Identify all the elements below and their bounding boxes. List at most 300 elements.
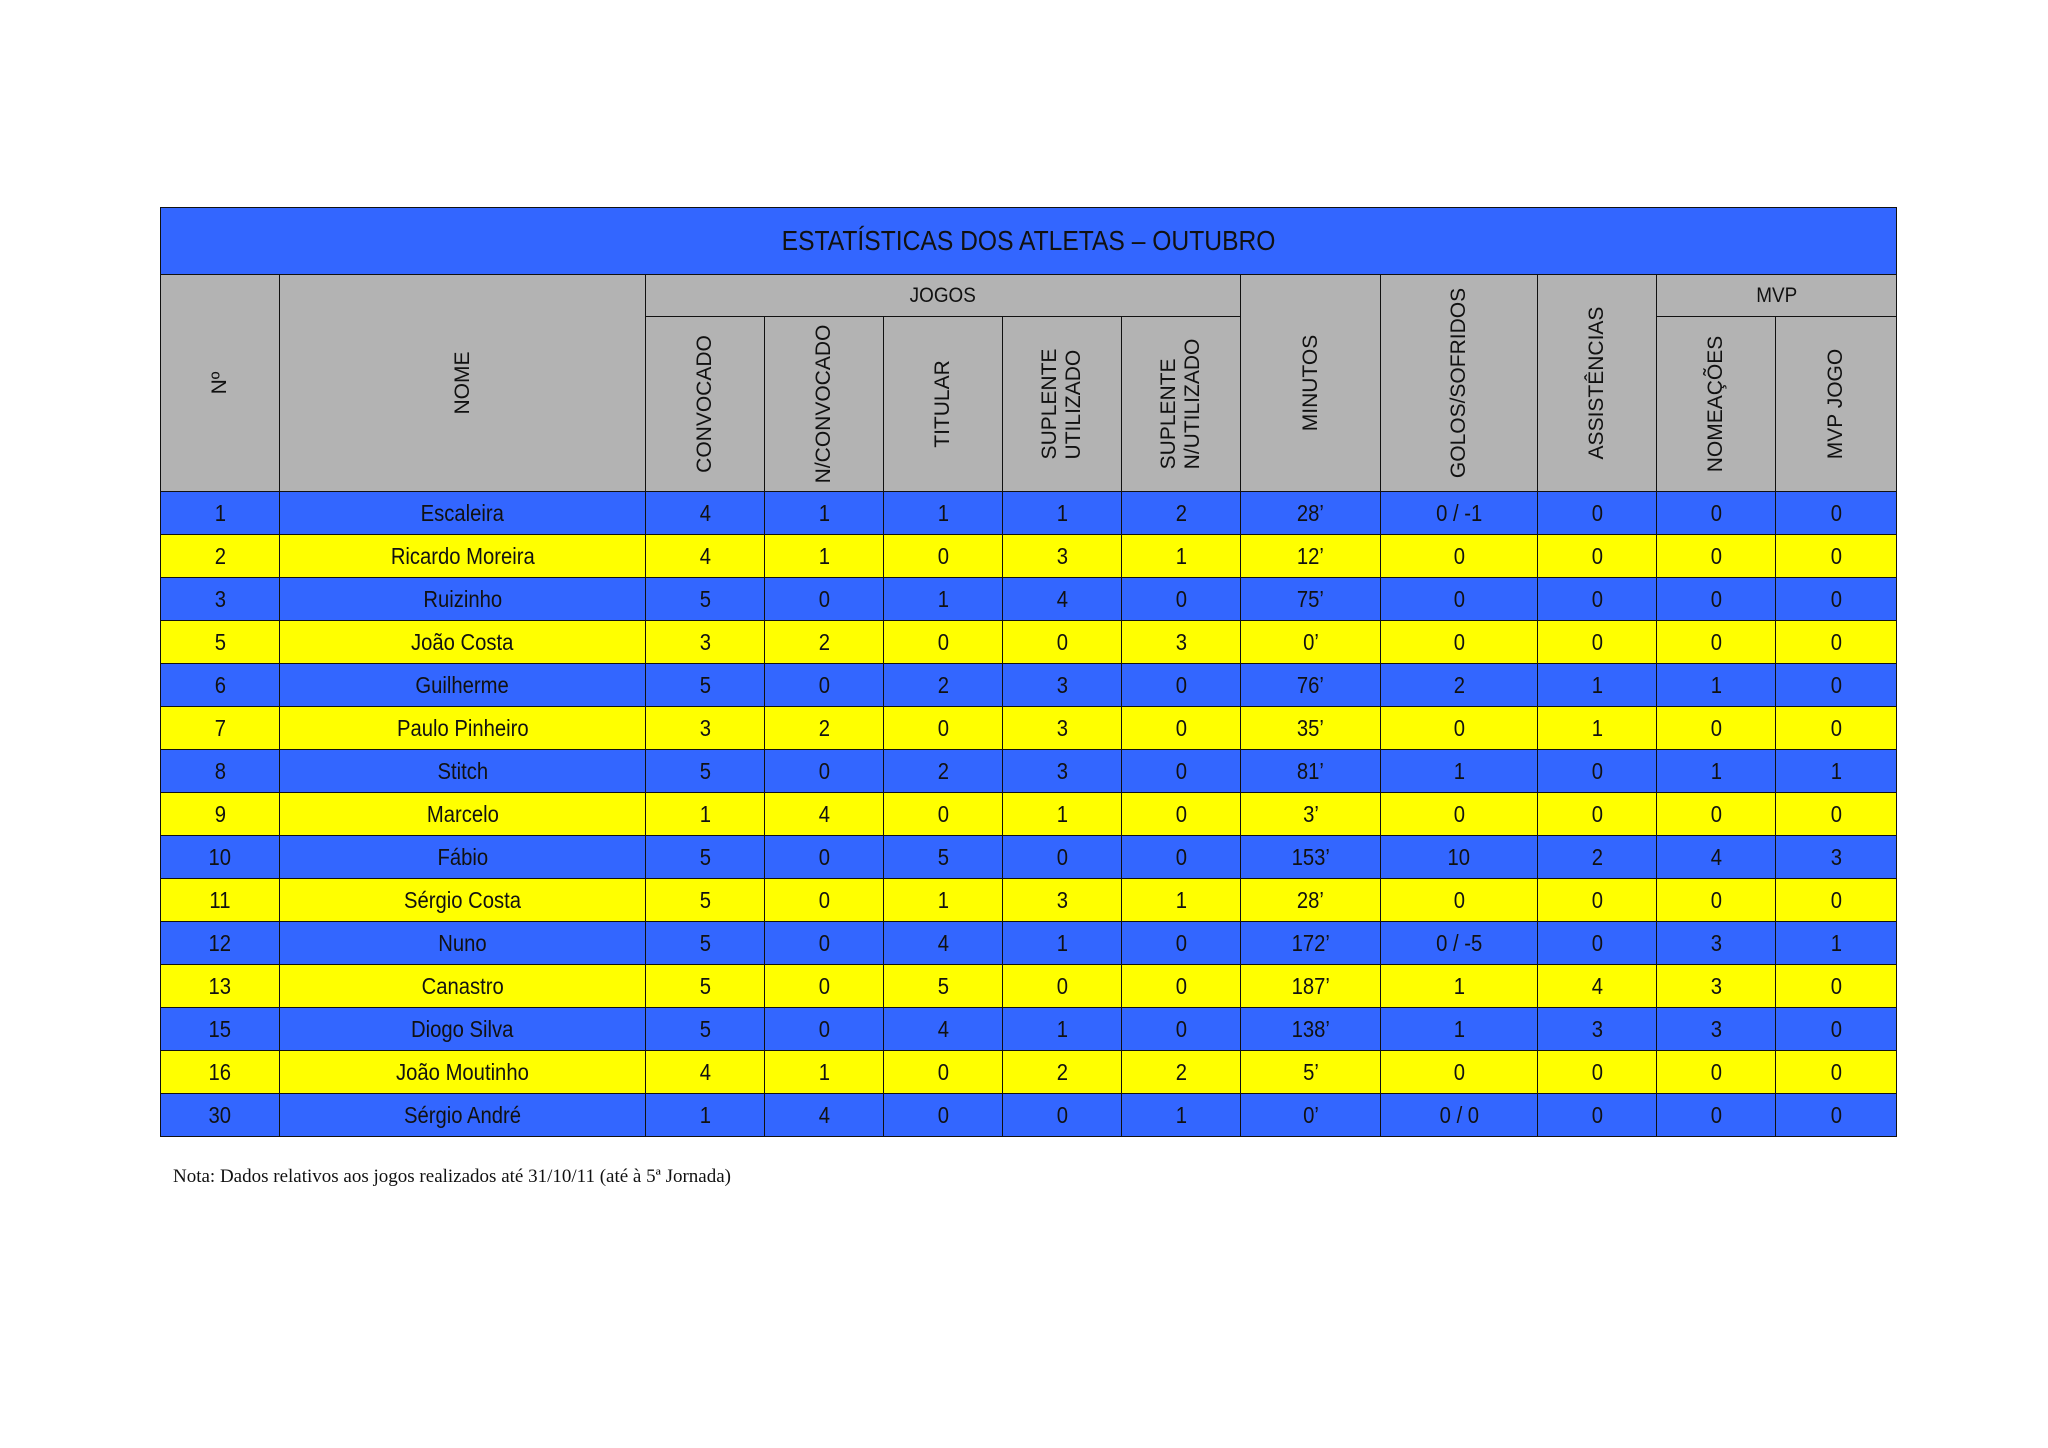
header-nome-label: NOME [450, 351, 474, 415]
header-nome [280, 275, 646, 492]
cell-nconvocado-value: 0 [818, 843, 830, 870]
cell-nome-value: Canastro [421, 972, 504, 999]
cell-sup-nutil [1122, 965, 1241, 1008]
cell-titular [884, 750, 1003, 793]
cell-minutos [1241, 578, 1381, 621]
cell-assist [1538, 879, 1657, 922]
cell-nome [280, 1051, 646, 1094]
cell-minutos [1241, 750, 1381, 793]
cell-num [161, 492, 280, 535]
cell-nomeacoes [1657, 965, 1776, 1008]
cell-convocado-value: 5 [699, 671, 711, 698]
cell-sup-util [1003, 707, 1122, 750]
cell-nomeacoes [1657, 707, 1776, 750]
cell-nconvocado [765, 793, 884, 836]
cell-num-value: 2 [214, 542, 226, 569]
cell-convocado [646, 836, 765, 879]
table-title-text: ESTATÍSTICAS DOS ATLETAS – OUTUBRO [781, 225, 1276, 256]
table-row [161, 664, 1897, 707]
cell-convocado-value: 1 [699, 1101, 711, 1128]
cell-minutos-value: 3’ [1302, 800, 1319, 827]
cell-golos [1381, 965, 1538, 1008]
cell-sup-nutil-value: 0 [1175, 800, 1187, 827]
cell-num-value: 15 [208, 1015, 232, 1042]
header-nomeacoes [1657, 317, 1776, 492]
cell-num [161, 836, 280, 879]
cell-sup-util-value: 0 [1056, 843, 1068, 870]
cell-titular [884, 879, 1003, 922]
cell-sup-util-value: 3 [1056, 757, 1068, 784]
cell-num [161, 1094, 280, 1137]
header-nomeacoes-label: NOMEAÇÕES [1704, 335, 1727, 473]
header-convocado-label: CONVOCADO [693, 335, 716, 473]
cell-sup-util [1003, 1094, 1122, 1137]
cell-minutos [1241, 836, 1381, 879]
cell-nconvocado [765, 621, 884, 664]
cell-nome-value: Ruizinho [423, 585, 502, 612]
cell-nomeacoes-value: 3 [1710, 972, 1722, 999]
cell-titular [884, 492, 1003, 535]
cell-golos-value: 1 [1453, 757, 1465, 784]
cell-nomeacoes-value: 1 [1710, 671, 1722, 698]
cell-num-value: 6 [214, 671, 226, 698]
cell-assist-value: 1 [1591, 671, 1603, 698]
cell-nome-value: Diogo Silva [411, 1015, 514, 1042]
cell-num [161, 879, 280, 922]
cell-golos-value: 0 / -1 [1435, 499, 1483, 526]
header-group-mvp-label: MVP [1756, 283, 1797, 307]
cell-titular-value: 0 [937, 542, 949, 569]
header-suplente-nutilizado-label: SUPLENTE N/UTILIZADO [1157, 338, 1204, 470]
cell-minutos [1241, 1008, 1381, 1051]
cell-nconvocado [765, 492, 884, 535]
cell-nome [280, 836, 646, 879]
cell-nomeacoes-value: 0 [1710, 499, 1722, 526]
cell-convocado [646, 492, 765, 535]
cell-nconvocado [765, 1094, 884, 1137]
cell-nconvocado [765, 836, 884, 879]
cell-sup-nutil [1122, 922, 1241, 965]
cell-titular [884, 707, 1003, 750]
cell-minutos [1241, 621, 1381, 664]
cell-nome [280, 621, 646, 664]
cell-nomeacoes [1657, 1008, 1776, 1051]
cell-nconvocado [765, 1051, 884, 1094]
cell-nome [280, 492, 646, 535]
cell-mvp-jogo-value: 1 [1830, 929, 1842, 956]
cell-num-value: 7 [214, 714, 226, 741]
cell-mvp-jogo-value: 0 [1830, 1101, 1842, 1128]
cell-nomeacoes [1657, 750, 1776, 793]
cell-sup-util-value: 2 [1056, 1058, 1068, 1085]
cell-sup-util [1003, 879, 1122, 922]
cell-sup-util [1003, 965, 1122, 1008]
cell-mvp-jogo [1776, 750, 1897, 793]
cell-num [161, 1051, 280, 1094]
cell-nome [280, 879, 646, 922]
cell-convocado-value: 5 [699, 972, 711, 999]
cell-minutos [1241, 879, 1381, 922]
cell-assist [1538, 922, 1657, 965]
cell-minutos [1241, 1051, 1381, 1094]
cell-sup-util-value: 3 [1056, 714, 1068, 741]
cell-golos [1381, 492, 1538, 535]
table-row [161, 1008, 1897, 1051]
cell-minutos [1241, 922, 1381, 965]
cell-sup-nutil [1122, 664, 1241, 707]
cell-nconvocado-value: 2 [818, 714, 830, 741]
cell-nome [280, 1008, 646, 1051]
cell-assist [1538, 1094, 1657, 1137]
cell-convocado [646, 965, 765, 1008]
cell-minutos-value: 0’ [1302, 1101, 1319, 1128]
table-row [161, 922, 1897, 965]
cell-titular-value: 1 [937, 585, 949, 612]
cell-nome [280, 535, 646, 578]
cell-sup-nutil-value: 2 [1175, 1058, 1187, 1085]
table-row [161, 578, 1897, 621]
header-minutos-label: MINUTOS [1298, 334, 1322, 432]
cell-nome [280, 578, 646, 621]
cell-assist-value: 2 [1591, 843, 1603, 870]
cell-titular [884, 535, 1003, 578]
cell-nome-value: João Costa [411, 628, 514, 655]
cell-mvp-jogo-value: 0 [1830, 972, 1842, 999]
cell-titular [884, 578, 1003, 621]
cell-nomeacoes [1657, 535, 1776, 578]
cell-convocado [646, 879, 765, 922]
cell-assist [1538, 535, 1657, 578]
cell-nconvocado-value: 1 [818, 499, 830, 526]
cell-mvp-jogo [1776, 1008, 1897, 1051]
cell-convocado [646, 535, 765, 578]
cell-nomeacoes-value: 0 [1710, 1101, 1722, 1128]
cell-convocado [646, 707, 765, 750]
cell-convocado-value: 4 [699, 499, 711, 526]
cell-sup-nutil [1122, 1094, 1241, 1137]
cell-assist-value: 0 [1591, 585, 1603, 612]
header-convocado [646, 317, 765, 492]
cell-mvp-jogo [1776, 922, 1897, 965]
cell-sup-nutil-value: 0 [1175, 972, 1187, 999]
cell-num [161, 922, 280, 965]
cell-nomeacoes-value: 1 [1710, 757, 1722, 784]
cell-convocado-value: 3 [699, 714, 711, 741]
cell-nconvocado-value: 1 [818, 542, 830, 569]
cell-nomeacoes [1657, 621, 1776, 664]
cell-sup-nutil-value: 0 [1175, 843, 1187, 870]
cell-assist [1538, 707, 1657, 750]
header-minutos [1241, 275, 1381, 492]
cell-num-value: 30 [208, 1101, 232, 1128]
cell-sup-nutil-value: 1 [1175, 542, 1187, 569]
cell-convocado [646, 578, 765, 621]
cell-mvp-jogo [1776, 621, 1897, 664]
cell-nomeacoes-value: 0 [1710, 886, 1722, 913]
cell-sup-nutil-value: 1 [1175, 1101, 1187, 1128]
cell-mvp-jogo [1776, 707, 1897, 750]
cell-sup-util [1003, 750, 1122, 793]
cell-convocado-value: 5 [699, 1015, 711, 1042]
cell-golos-value: 0 / -5 [1435, 929, 1483, 956]
cell-nconvocado-value: 0 [818, 757, 830, 784]
cell-assist-value: 0 [1591, 1058, 1603, 1085]
cell-sup-util-value: 1 [1056, 800, 1068, 827]
cell-convocado-value: 4 [699, 1058, 711, 1085]
cell-nconvocado [765, 664, 884, 707]
cell-nomeacoes-value: 4 [1710, 843, 1722, 870]
cell-mvp-jogo [1776, 965, 1897, 1008]
cell-convocado [646, 750, 765, 793]
cell-mvp-jogo-value: 0 [1830, 714, 1842, 741]
cell-nome-value: Sérgio André [403, 1101, 522, 1128]
cell-titular [884, 1094, 1003, 1137]
cell-titular [884, 1051, 1003, 1094]
cell-golos-value: 0 [1453, 628, 1465, 655]
athlete-stats-table [160, 207, 1897, 1137]
cell-sup-nutil-value: 1 [1175, 886, 1187, 913]
cell-nomeacoes [1657, 492, 1776, 535]
cell-nome [280, 664, 646, 707]
cell-assist [1538, 1008, 1657, 1051]
cell-assist [1538, 793, 1657, 836]
header-golos-label: GOLOS/SOFRIDOS [1447, 287, 1470, 479]
cell-mvp-jogo [1776, 535, 1897, 578]
cell-nconvocado-value: 4 [818, 1101, 830, 1128]
cell-titular [884, 965, 1003, 1008]
cell-minutos [1241, 664, 1381, 707]
cell-mvp-jogo-value: 0 [1830, 1015, 1842, 1042]
cell-nomeacoes-value: 0 [1710, 1058, 1722, 1085]
cell-minutos-value: 153’ [1291, 843, 1330, 870]
cell-num-value: 13 [208, 972, 232, 999]
cell-nconvocado [765, 1008, 884, 1051]
cell-minutos-value: 76’ [1296, 671, 1325, 698]
cell-sup-nutil [1122, 836, 1241, 879]
cell-mvp-jogo [1776, 578, 1897, 621]
cell-titular-value: 2 [937, 671, 949, 698]
cell-nome-value: Sérgio Costa [403, 886, 522, 913]
cell-minutos [1241, 793, 1381, 836]
cell-sup-nutil-value: 0 [1175, 1015, 1187, 1042]
cell-num [161, 707, 280, 750]
cell-golos-value: 0 [1453, 714, 1465, 741]
table-row [161, 836, 1897, 879]
cell-convocado [646, 1094, 765, 1137]
header-assistencias-label: ASSISTÊNCIAS [1585, 306, 1608, 460]
cell-minutos-value: 28’ [1296, 886, 1325, 913]
cell-titular [884, 664, 1003, 707]
cell-titular-value: 4 [937, 929, 949, 956]
cell-nconvocado-value: 0 [818, 585, 830, 612]
cell-num-value: 3 [214, 585, 226, 612]
cell-sup-nutil [1122, 879, 1241, 922]
cell-convocado-value: 5 [699, 886, 711, 913]
cell-num [161, 750, 280, 793]
cell-num-value: 11 [209, 886, 231, 913]
cell-nome [280, 793, 646, 836]
cell-sup-nutil-value: 0 [1175, 585, 1187, 612]
cell-titular-value: 5 [937, 972, 949, 999]
header-suplente-utilizado-label: SUPLENTE UTILIZADO [1038, 348, 1085, 460]
cell-nomeacoes-value: 0 [1710, 714, 1722, 741]
cell-titular-value: 0 [937, 800, 949, 827]
cell-assist-value: 0 [1591, 800, 1603, 827]
cell-nconvocado [765, 750, 884, 793]
cell-mvp-jogo [1776, 664, 1897, 707]
cell-minutos-value: 172’ [1291, 929, 1330, 956]
cell-nconvocado-value: 2 [818, 628, 830, 655]
header-group-jogos-label: JOGOS [909, 283, 977, 307]
cell-golos [1381, 707, 1538, 750]
cell-mvp-jogo-value: 0 [1830, 628, 1842, 655]
header-mvp-jogo-label: MVP JOGO [1824, 348, 1847, 460]
cell-sup-util-value: 4 [1056, 585, 1068, 612]
table-row [161, 750, 1897, 793]
cell-golos [1381, 1051, 1538, 1094]
cell-assist-value: 3 [1591, 1015, 1603, 1042]
cell-sup-nutil-value: 0 [1175, 929, 1187, 956]
cell-minutos-value: 12’ [1296, 542, 1325, 569]
cell-assist-value: 0 [1591, 929, 1603, 956]
cell-sup-util [1003, 793, 1122, 836]
cell-sup-util [1003, 1051, 1122, 1094]
cell-titular-value: 2 [937, 757, 949, 784]
cell-sup-util-value: 1 [1056, 1015, 1068, 1042]
cell-convocado-value: 4 [699, 542, 711, 569]
cell-sup-util-value: 3 [1056, 542, 1068, 569]
cell-nomeacoes [1657, 836, 1776, 879]
cell-nconvocado-value: 0 [818, 929, 830, 956]
cell-nconvocado [765, 922, 884, 965]
cell-sup-nutil [1122, 578, 1241, 621]
header-group-jogos [646, 275, 1241, 317]
cell-num [161, 1008, 280, 1051]
cell-nome-value: Guilherme [415, 671, 510, 698]
cell-sup-util-value: 0 [1056, 628, 1068, 655]
cell-nconvocado [765, 707, 884, 750]
cell-mvp-jogo-value: 0 [1830, 1058, 1842, 1085]
cell-assist-value: 0 [1591, 499, 1603, 526]
cell-nomeacoes [1657, 793, 1776, 836]
cell-golos [1381, 1094, 1538, 1137]
cell-minutos [1241, 492, 1381, 535]
cell-nome-value: Ricardo Moreira [390, 542, 535, 569]
cell-golos-value: 10 [1447, 843, 1471, 870]
cell-minutos [1241, 1094, 1381, 1137]
cell-titular-value: 1 [937, 499, 949, 526]
cell-assist-value: 0 [1591, 886, 1603, 913]
table-row [161, 793, 1897, 836]
cell-convocado-value: 5 [699, 929, 711, 956]
cell-nconvocado [765, 578, 884, 621]
cell-mvp-jogo-value: 0 [1830, 542, 1842, 569]
cell-convocado [646, 664, 765, 707]
cell-sup-nutil [1122, 707, 1241, 750]
cell-titular-value: 0 [937, 628, 949, 655]
cell-assist-value: 0 [1591, 628, 1603, 655]
cell-sup-nutil [1122, 492, 1241, 535]
cell-golos-value: 0 [1453, 585, 1465, 612]
header-nconvocado [765, 317, 884, 492]
cell-sup-nutil [1122, 1051, 1241, 1094]
cell-num-value: 5 [214, 628, 226, 655]
cell-titular-value: 1 [937, 886, 949, 913]
cell-assist [1538, 578, 1657, 621]
cell-assist [1538, 836, 1657, 879]
cell-convocado-value: 5 [699, 843, 711, 870]
cell-num [161, 664, 280, 707]
header-suplente-nutilizado [1122, 317, 1241, 492]
cell-titular [884, 836, 1003, 879]
cell-num [161, 965, 280, 1008]
cell-minutos-value: 187’ [1291, 972, 1330, 999]
cell-assist-value: 1 [1591, 714, 1603, 741]
cell-golos [1381, 750, 1538, 793]
cell-sup-util [1003, 664, 1122, 707]
cell-sup-util-value: 3 [1056, 671, 1068, 698]
cell-minutos [1241, 535, 1381, 578]
cell-nome [280, 707, 646, 750]
cell-titular [884, 621, 1003, 664]
cell-golos-value: 1 [1453, 972, 1465, 999]
cell-titular [884, 1008, 1003, 1051]
cell-sup-util-value: 1 [1056, 929, 1068, 956]
cell-num-value: 9 [214, 800, 226, 827]
cell-sup-util [1003, 621, 1122, 664]
table-title [161, 208, 1897, 275]
cell-nconvocado-value: 0 [818, 972, 830, 999]
cell-mvp-jogo-value: 0 [1830, 585, 1842, 612]
cell-convocado [646, 793, 765, 836]
header-nconvocado-label: N/CONVOCADO [812, 324, 835, 484]
cell-mvp-jogo [1776, 1051, 1897, 1094]
cell-golos-value: 0 [1453, 1058, 1465, 1085]
table-row [161, 965, 1897, 1008]
cell-mvp-jogo [1776, 879, 1897, 922]
cell-golos-value: 0 / 0 [1439, 1101, 1479, 1128]
cell-sup-nutil-value: 0 [1175, 757, 1187, 784]
cell-nconvocado-value: 1 [818, 1058, 830, 1085]
cell-nome-value: Escaleira [420, 499, 505, 526]
cell-golos-value: 0 [1453, 886, 1465, 913]
cell-assist-value: 0 [1591, 1101, 1603, 1128]
cell-num [161, 535, 280, 578]
cell-nconvocado-value: 0 [818, 886, 830, 913]
cell-golos-value: 1 [1453, 1015, 1465, 1042]
cell-golos [1381, 578, 1538, 621]
cell-num [161, 793, 280, 836]
cell-sup-nutil-value: 0 [1175, 671, 1187, 698]
cell-mvp-jogo-value: 1 [1830, 757, 1842, 784]
cell-nome-value: Stitch [437, 757, 488, 784]
cell-nomeacoes [1657, 922, 1776, 965]
cell-sup-nutil [1122, 750, 1241, 793]
cell-mvp-jogo-value: 0 [1830, 886, 1842, 913]
cell-nconvocado [765, 535, 884, 578]
cell-convocado-value: 1 [699, 800, 711, 827]
cell-nomeacoes-value: 0 [1710, 628, 1722, 655]
cell-golos [1381, 879, 1538, 922]
cell-golos [1381, 1008, 1538, 1051]
cell-nome [280, 965, 646, 1008]
cell-nconvocado-value: 0 [818, 1015, 830, 1042]
cell-convocado [646, 1008, 765, 1051]
cell-golos [1381, 793, 1538, 836]
cell-num [161, 621, 280, 664]
cell-golos-value: 0 [1453, 800, 1465, 827]
cell-num-value: 8 [214, 757, 226, 784]
